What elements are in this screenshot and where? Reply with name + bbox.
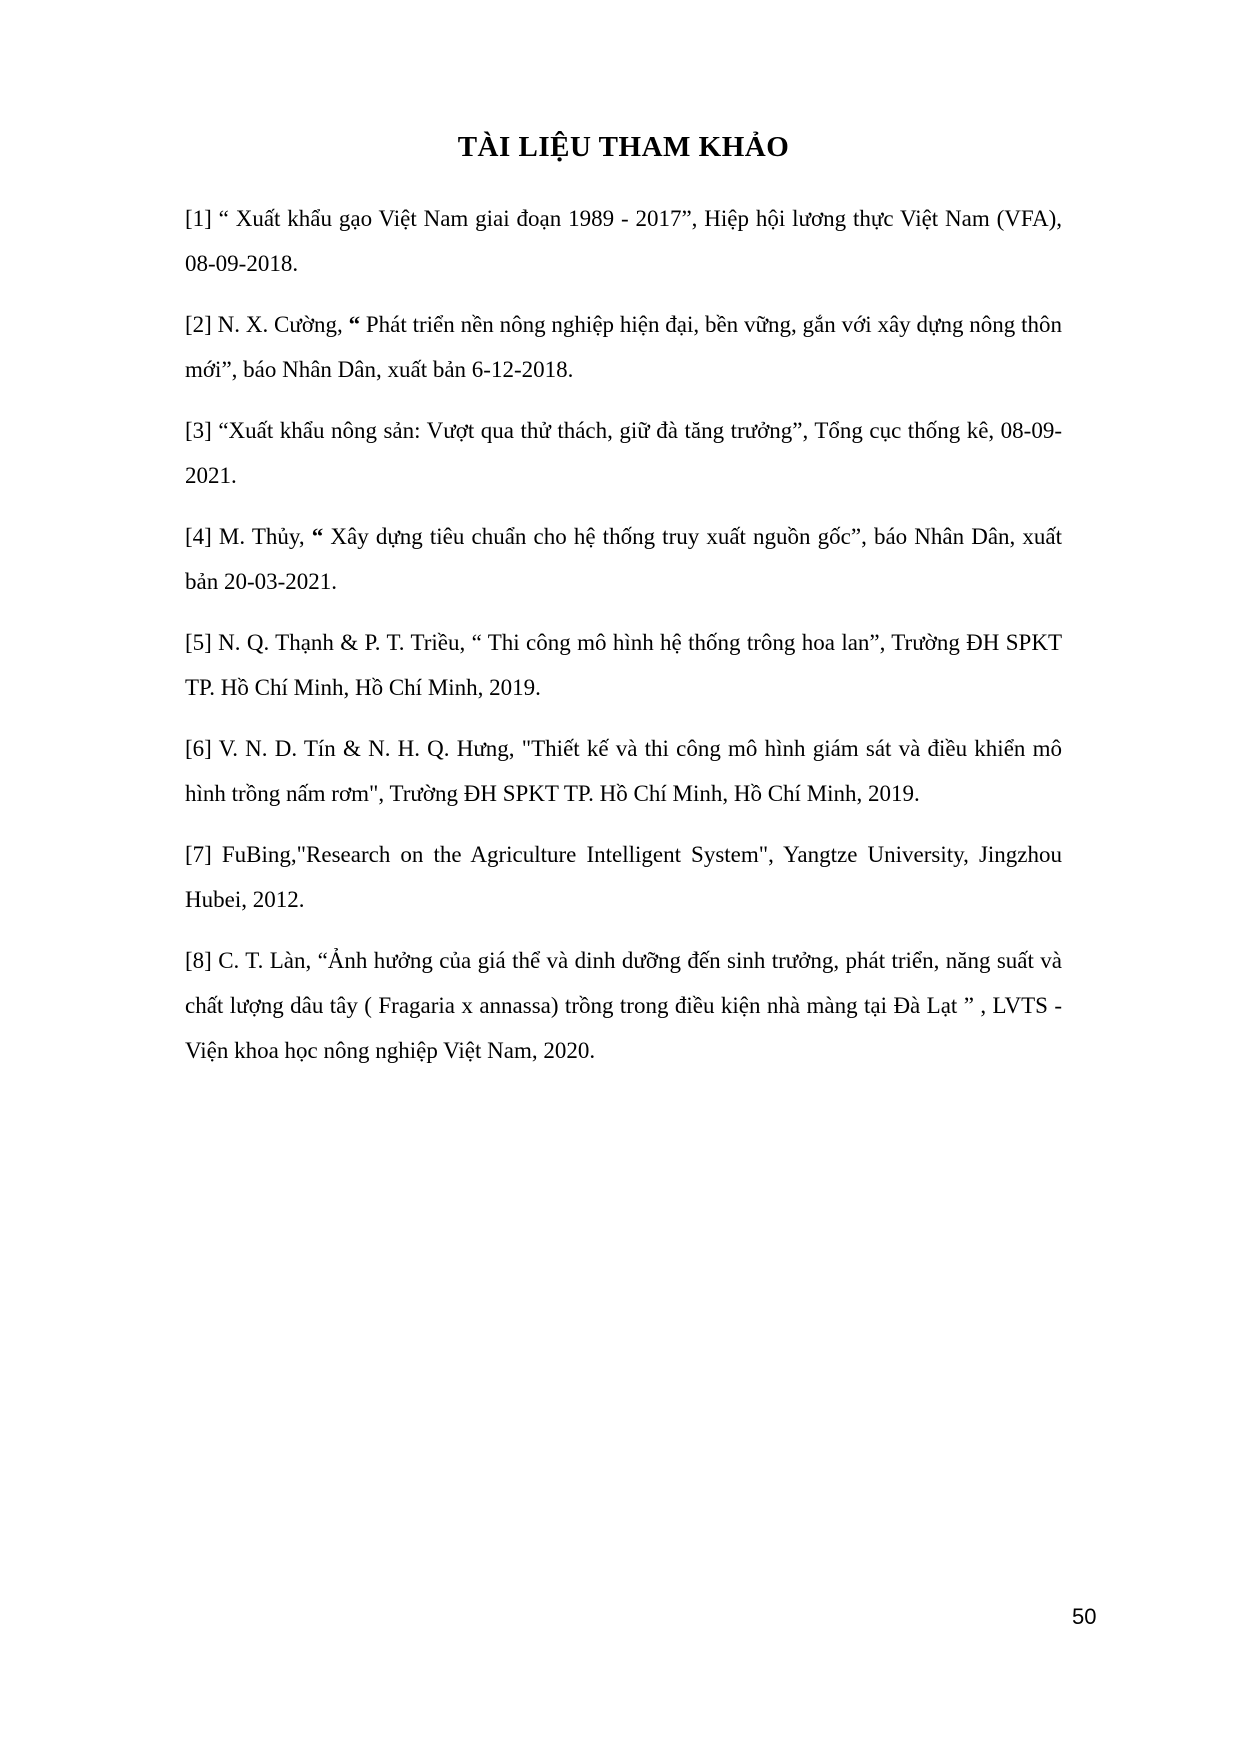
- references-list: [185, 196, 1062, 1073]
- reference-text: [8] C. T. Làn, “Ảnh hưởng của giá thể và dinh dưỡng đến sinh trưởng, phát triển, năng suất và chất lượng dâu tây ( Fragaria x annassa) trồng trong điều kiện nhà màng tại Đà Lạt ” , LVTS - Viện khoa học nông nghiệp Việt Nam, 2020.: [185, 948, 1062, 1063]
- reference-item: [185, 832, 1062, 922]
- document-page: [185, 122, 1062, 1089]
- reference-text: Xây dựng tiêu chuẩn cho hệ thống truy xuất nguồn gốc”, báo Nhân Dân, xuất bản 20-03-2021.: [185, 524, 1062, 594]
- reference-item: [185, 408, 1062, 498]
- reference-item: [185, 302, 1062, 392]
- reference-item: [185, 938, 1062, 1073]
- page-number: 50: [1072, 1604, 1097, 1629]
- reference-item: [185, 620, 1062, 710]
- reference-bold-quote: “: [348, 312, 361, 337]
- reference-item: [185, 726, 1062, 816]
- reference-text: [3] “Xuất khẩu nông sản: Vượt qua thử thách, giữ đà tăng trưởng”, Tổng cục thống kê, 08-09-2021.: [185, 418, 1062, 488]
- page-title: TÀI LIỆU THAM KHẢO: [457, 131, 790, 163]
- reference-bold-quote: “: [311, 524, 324, 549]
- reference-text: [6] V. N. D. Tín & N. H. Q. Hưng, "Thiết kế và thi công mô hình giám sát và điều khiển mô hình trồng nấm rơm", Trường ĐH SPKT TP. Hồ Chí Minh, Hồ Chí Minh, 2019.: [185, 736, 1062, 806]
- reference-item: [185, 196, 1062, 286]
- reference-text: [1] “ Xuất khẩu gạo Việt Nam giai đoạn 1989 - 2017”, Hiệp hội lương thực Việt Nam (VFA), 08-09-2018.: [185, 206, 1062, 276]
- reference-text: [7] FuBing,"Research on the Agriculture Intelligent System", Yangtze University, Jingzhou Hubei, 2012.: [185, 842, 1062, 912]
- reference-text: [2] N. X. Cường,: [185, 312, 349, 337]
- reference-text: [5] N. Q. Thạnh & P. T. Triều, “ Thi công mô hình hệ thống trông hoa lan”, Trường ĐH SPKT TP. Hồ Chí Minh, Hồ Chí Minh, 2019.: [185, 630, 1062, 700]
- reference-text: [4] M. Thủy,: [185, 524, 312, 549]
- reference-text: Phát triển nền nông nghiệp hiện đại, bền vững, gắn với xây dựng nông thôn mới”, báo Nhân Dân, xuất bản 6-12-2018.: [185, 312, 1062, 382]
- reference-item: [185, 514, 1062, 604]
